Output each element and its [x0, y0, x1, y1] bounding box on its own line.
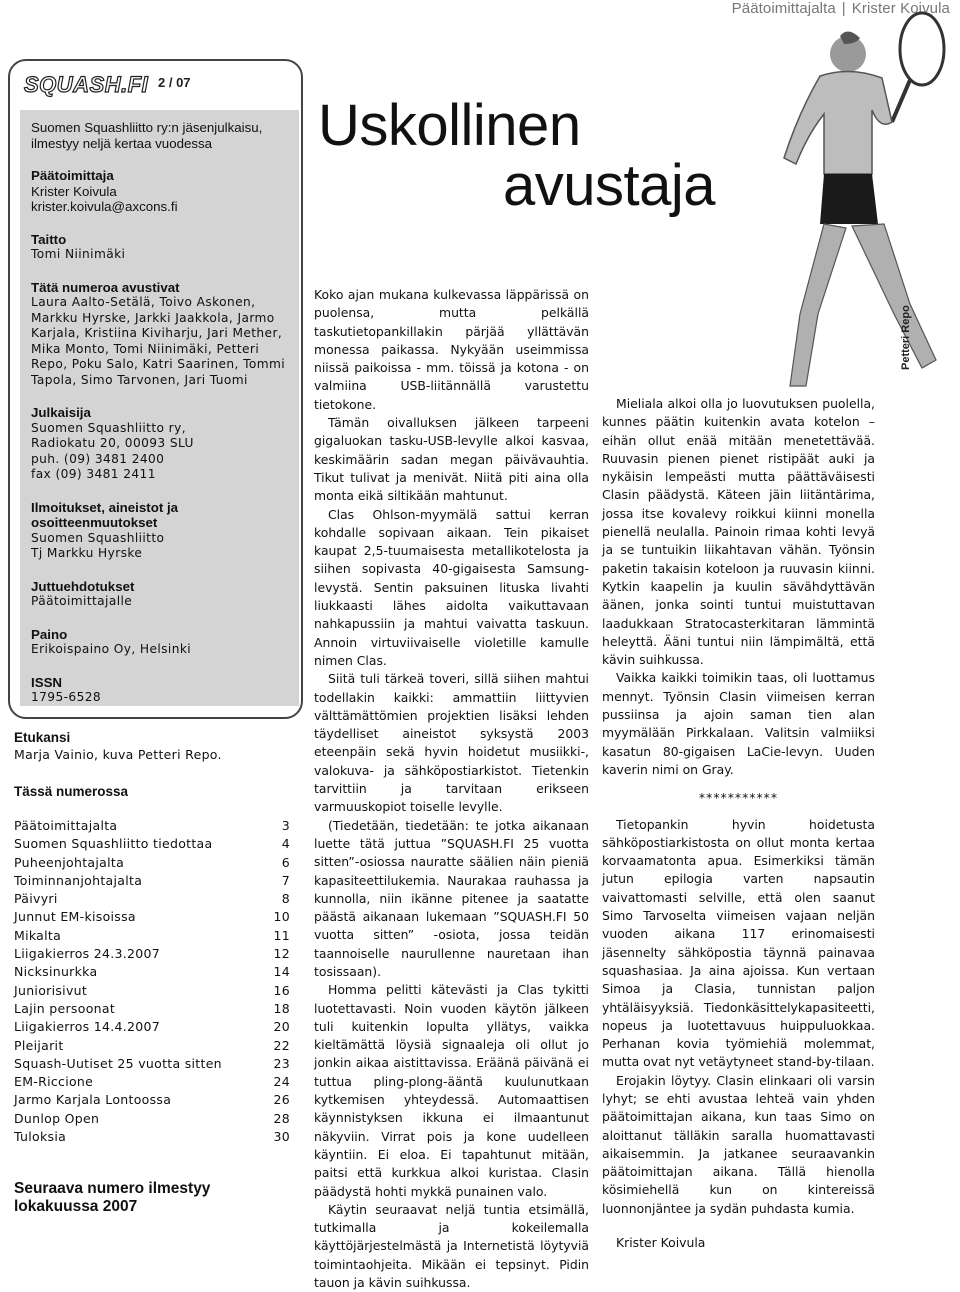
toc-item-page: 11	[273, 927, 290, 943]
toc-item-title: Puheenjohtajalta	[14, 854, 125, 870]
player-shorts	[820, 174, 878, 224]
photo-credit-text: Petteri Repo	[900, 305, 912, 370]
toc-row[interactable]	[14, 1000, 290, 1018]
toc-item-title: Tuloksia	[14, 1129, 67, 1145]
toc-item-title: Squash-Uutiset 25 vuotta sitten	[14, 1055, 222, 1071]
issue-number: 2 / 07	[158, 75, 191, 90]
toc-item-title: Toiminnanjohtajalta	[14, 872, 143, 888]
masthead-publisher	[31, 405, 289, 483]
section-divider-stars: ***********	[698, 790, 779, 806]
toc-item-page: 16	[273, 982, 290, 998]
article-paragraph: Homma pelitti kätevästi ja Clas tykitti luotettavasti. Noin vuoden käytön jälkeen tuli kuitenkin lopulta yllätys, vaikka kieltämättä löysiä signaaleja oli ollut jo jonkin aikaa aistittavissa. Eräänä päivänä ei tuttua pling-plong-ääntä kuulunutkaan kytkemisen yhteydessä. Automaattisen käynnistyksen ikkuna ei ilmaantunut näkyviin. Virrat pois ja kone uudelleen käyntiin. Ei eloa. Ei tapahtunut mitään, paitsi että kurkkua alkoi kuristaa. Clasin päädystä hohti mykkä punainen valo.	[314, 982, 589, 1199]
toc-row[interactable]	[14, 945, 290, 963]
issn-heading: ISSN	[31, 674, 63, 690]
print-heading: Paino	[31, 626, 68, 642]
toc-item-title: Nicksinurkka	[14, 964, 98, 980]
publisher-address: Radiokatu 20, 00093 SLU	[31, 436, 194, 450]
article-paragraph: Vaikka kaikki toimikin taas, oli luottamus mennyt. Työnsin Clasin viimeisen kerran pussiinsa ja ajoin saman tien alan myymälään Pirkkalaan. Valitsin valmiiksi kasatun 80-gigaisen LaCie-levyn. Uuden kaverin nimi on Gray.	[602, 670, 875, 777]
article-paragraph: (Tiedetään, tiedetään: te jotka aikanaan luette tätä juttua ”SQUASH.FI 25 vuotta sitten”-osiossa nauratte säälien näin pieniä kapasiteettilukemia. Naurakaa rauhassa ja kunnolla, niin ikänne pitenee ja saatatte päästä aikanaan lukemaan ”SQUASH.FI 50 vuotta sitten” -osiota, jossa teidän taannoiselle naurullenne nauretaan ihan tosissaan).	[314, 817, 589, 979]
toc-row[interactable]	[14, 1037, 290, 1055]
article-column-2	[602, 395, 875, 1252]
toc-item-page: 12	[273, 946, 290, 962]
toc-item-page: 28	[273, 1110, 290, 1126]
publisher-name: Suomen Squashliitto ry,	[31, 420, 186, 435]
feedback-to: Päätoimittajalle	[31, 594, 133, 608]
article-paragraph: Mieliala alkoi olla jo luovutuksen puolella, kunnes päätin kuitenkin avata kotelon – eihän ollut enää mitään menetettävää. Ruuvasin pienen pienet ristipäät auki ja nykäisin lempeästi mutta päättäväisesti Clasin päädystä. Käteen jäin liitäntärima, jossa itse kovalevy roikkui kiinni monella pienellä neulalla. Painoin rimaa kohti levyä ja se tuntuikin liikahtavan vähän. Työnsin paketin takaisin koteloon ja ruuvasin kiinni. Kytkin kaapelin ja kuulin sävähdyttävän äänen, jonka sointi tuntui muistuttavan laadukkaan Stratocasterkitaran lämmintä heleyttä. Ääni tuntui niin lämpimältä, että kävin suihkussa.	[602, 396, 875, 668]
masthead-ads	[31, 500, 289, 562]
toc-item-title: Päätoimittajalta	[14, 818, 118, 833]
article-paragraph: Käytin seuraavat neljä tuntia etsimällä, tutkimalla ja kokeilemalla käyttöjärjestelmästä ja Internetistä löytyviä toimintaohjeita. Mikään ei tepsinyt. Pidin tauon ja kävin suihkussa.	[314, 1201, 589, 1291]
column-2-lower	[602, 816, 875, 1219]
toc-item-title: EM-Riccione	[14, 1074, 94, 1090]
publisher-fax: fax (09) 3481 2411	[31, 467, 156, 481]
publisher-phone: puh. (09) 3481 2400	[31, 451, 165, 466]
masthead-editor	[31, 168, 289, 215]
toc-item-page: 8	[281, 891, 290, 907]
toc-item-title: Mikalta	[14, 927, 62, 943]
print-name: Erikoispaino Oy, Helsinki	[31, 642, 192, 656]
toc-heading: Tässä numerossa	[14, 784, 129, 799]
toc-row[interactable]	[14, 817, 290, 835]
toc-item-page: 23	[273, 1055, 290, 1071]
masthead-print	[31, 627, 289, 658]
ads-heading: Ilmoitukset, aineistot ja osoitteenmuutokset	[31, 499, 179, 530]
contents-area	[14, 729, 294, 1216]
toc-item-title: Pleijarit	[14, 1037, 64, 1053]
contributors-list: Laura Aalto-Setälä, Toivo Askonen, Markku Hyrske, Jarkki Jaakkola, Jarmo Karjala, Kristiina Kiviharju, Jari Mether, Mika Monto, Tomi Niinimäki, Petteri Repo, Poku Salo, Katri Saarinen, Tommi Tapola, Simo Tarvonen, Jari Tuomi	[31, 295, 286, 387]
publisher-heading: Julkaisija	[31, 405, 91, 420]
toc-item-title: Päivyri	[14, 891, 58, 907]
toc-item-title: Junnut EM-kisoissa	[14, 909, 136, 925]
feedback-heading: Juttuehdotukset	[31, 578, 135, 594]
toc-item-page: 20	[273, 1019, 290, 1035]
masthead-box	[8, 59, 303, 719]
toc-row[interactable]	[14, 854, 290, 872]
article-paragraph: Clas Ohlson-myymälä sattui kerran kohdalle sopivaan aikaan. Tein pikaiset kaupat 2,5-tuumaisesta metallikotelosta ja siihen sopivasta 40-gigaisesta Samsung-levystä. Sentin paksuinen lituska livahti liukkaasti lähes aidolta vaikuttavaan nahkapussiin ja mahtui vaivatta taskuun. Annoin virtuviivaiselle violetille kamulle nimen Clas.	[314, 506, 589, 668]
article-paragraph: Koko ajan mukana kulkevassa läppärissä on puolensa, mutta pelkällä taskutietopankillakin pärjää yllättävän monessa paikassa. Nykyään useimmissa niissä paikoissa - mm. töissä ja kotona - on valmiina USB-liitännällä varustettu tietokone.	[314, 287, 589, 412]
toc-item-page: 24	[273, 1074, 290, 1090]
next-issue-note: Seuraava numero ilmestyy lokakuussa 2007	[14, 1180, 211, 1216]
toc-item-title: Liigakierros 14.4.2007	[14, 1019, 161, 1035]
header-separator: |	[841, 0, 846, 17]
toc-item-title: Juniorisivut	[14, 982, 88, 998]
contributors-heading: Tätä numeroa avustivat	[31, 279, 180, 295]
toc-row[interactable]	[14, 908, 290, 926]
toc-item-page: 3	[281, 818, 290, 833]
cover-credit: Marja Vainio, kuva Petteri Repo.	[14, 747, 222, 762]
toc-item-page: 18	[273, 1000, 290, 1016]
masthead-body	[20, 110, 299, 706]
article-signature: Krister Koivula	[616, 1235, 706, 1251]
toc-row[interactable]	[14, 1018, 290, 1036]
header-author: Krister Koivula	[851, 0, 950, 17]
masthead-layout	[31, 232, 289, 263]
toc-row[interactable]	[14, 982, 290, 1000]
editor-name: Krister Koivula	[31, 183, 117, 199]
squash-logo: SQUASH.FI	[24, 72, 149, 97]
racket-shaft	[892, 80, 910, 122]
article-paragraph: Tämän oivalluksen jälkeen tarpeeni gigaluokan tasku-USB-levylle alkoi kasvaa, keskimäärin sadan megan päivävauhtia. Tikut tulivat ja menivät. Niitä piti aina olla monta eikä siltikään mahtunut.	[314, 415, 589, 504]
squash-player-photo	[760, 14, 960, 394]
photo-credit	[900, 300, 918, 380]
ads-name: Tj Markku Hyrske	[31, 546, 143, 560]
toc-item-page: 10	[273, 909, 290, 925]
toc-item-page: 26	[273, 1092, 290, 1108]
intro-text: Suomen Squashliitto ry:n jäsenjulkaisu, ilmestyy neljä kertaa vuodessa	[31, 120, 263, 151]
masthead-contributors	[31, 280, 289, 389]
toc-item-page: 6	[281, 854, 290, 870]
player-left-leg	[790, 224, 846, 386]
racket-head	[900, 13, 944, 85]
toc-item-title: Suomen Squashliitto tiedottaa	[14, 836, 213, 852]
masthead-feedback	[31, 579, 289, 610]
layout-name: Tomi Niinimäki	[31, 247, 126, 261]
article-paragraph: Erojakin löytyy. Clasin elinkaari oli varsin lyhyt; se ehti avustaa lehteä vain yhden päätoimittajan aikana, kun taas Simo on aloittanut tälläkin saralla huomattavasti aikaisemmin. Ja jatkanee seuraavankin päätoimittajan aikana. Tällä hienolla kösimiehellä kun on kintereissä luonnonjäntee ja sydän puhdasta kumia.	[602, 1072, 875, 1216]
toc-row[interactable]	[14, 1091, 290, 1109]
editor-email[interactable]: krister.koivula@axcons.fi	[31, 199, 178, 214]
player-right-leg	[852, 224, 936, 368]
editor-heading: Päätoimittaja	[31, 168, 114, 183]
ads-org: Suomen Squashliitto	[31, 530, 165, 545]
toc-row[interactable]	[14, 963, 290, 981]
masthead-issn	[31, 675, 289, 706]
issn-number: 1795-6528	[31, 690, 102, 704]
layout-heading: Taitto	[31, 231, 67, 247]
toc-item-page: 30	[273, 1129, 290, 1145]
toc-row[interactable]	[14, 890, 290, 908]
title-line-2: avustaja	[503, 153, 716, 218]
article-column-1	[314, 286, 589, 1292]
toc-item-page: 4	[281, 836, 290, 852]
toc-row[interactable]	[14, 872, 290, 890]
toc-item-page: 7	[281, 872, 290, 888]
toc-row[interactable]	[14, 1128, 290, 1146]
cover-heading: Etukansi	[14, 730, 71, 745]
header-section: Päätoimittajalta	[731, 0, 836, 17]
toc-row[interactable]	[14, 1110, 290, 1128]
toc-item-title: Jarmo Karjala Lontoossa	[14, 1092, 172, 1108]
masthead-intro	[31, 120, 289, 151]
toc-item-page: 22	[273, 1037, 290, 1053]
article-title	[318, 93, 716, 218]
toc-row[interactable]	[14, 835, 290, 853]
article-paragraph: Siitä tuli tärkeä toveri, sillä siihen mahtui todellakin kaikki: ammattiin liittyvien välttämättömien projektien lisäksi lehden täydelliset aineistot syksystä 2003 eteenpäin sekä hyvin hoidetut musiikki-, valokuva- ja sähköpostiarkistot. Tietenkin tarvittiin ja tarvitaan erikseen varmuuskopiot toiselle levylle.	[314, 671, 589, 815]
toc-row[interactable]	[14, 1055, 290, 1073]
toc-item-title: Liigakierros 24.3.2007	[14, 946, 161, 962]
article-paragraph: Tietopankin hyvin hoidetusta sähköpostiarkistosta on ollut monta kertaa korvaamatonta apua. Esimerkiksi tämän jutun epilogia varten napsautin vaivattomasti selville, että olen saanut Simo Tarvoselta viimeisen vajaan neljän vuoden aikana 117 erinomaisesti jäsennelty sähköpostia täynnä painavaa squashasiaa. Ja aina ajoissa. Kun vertaan Simoa ja Clasia, tunnistan paljon yhtäläisyyksiä. Tiedonkäsittelykapasiteetti, nopeus ja luotettavuus huippuluokkaa. Perhanan kovia työmiehiä molemmat, mutta ovat nyt vetäytyneet stand-by-tilaan.	[602, 816, 875, 1070]
toc-item-title: Lajin persoonat	[14, 1000, 116, 1016]
player-torso	[784, 71, 892, 174]
toc-item-page: 14	[273, 964, 290, 980]
toc-item-title: Dunlop Open	[14, 1110, 100, 1126]
toc-row[interactable]	[14, 1073, 290, 1091]
toc-list	[14, 817, 294, 1146]
title-line-1: Uskollinen	[318, 93, 581, 158]
column-2-upper	[602, 395, 875, 779]
toc-row[interactable]	[14, 927, 290, 945]
